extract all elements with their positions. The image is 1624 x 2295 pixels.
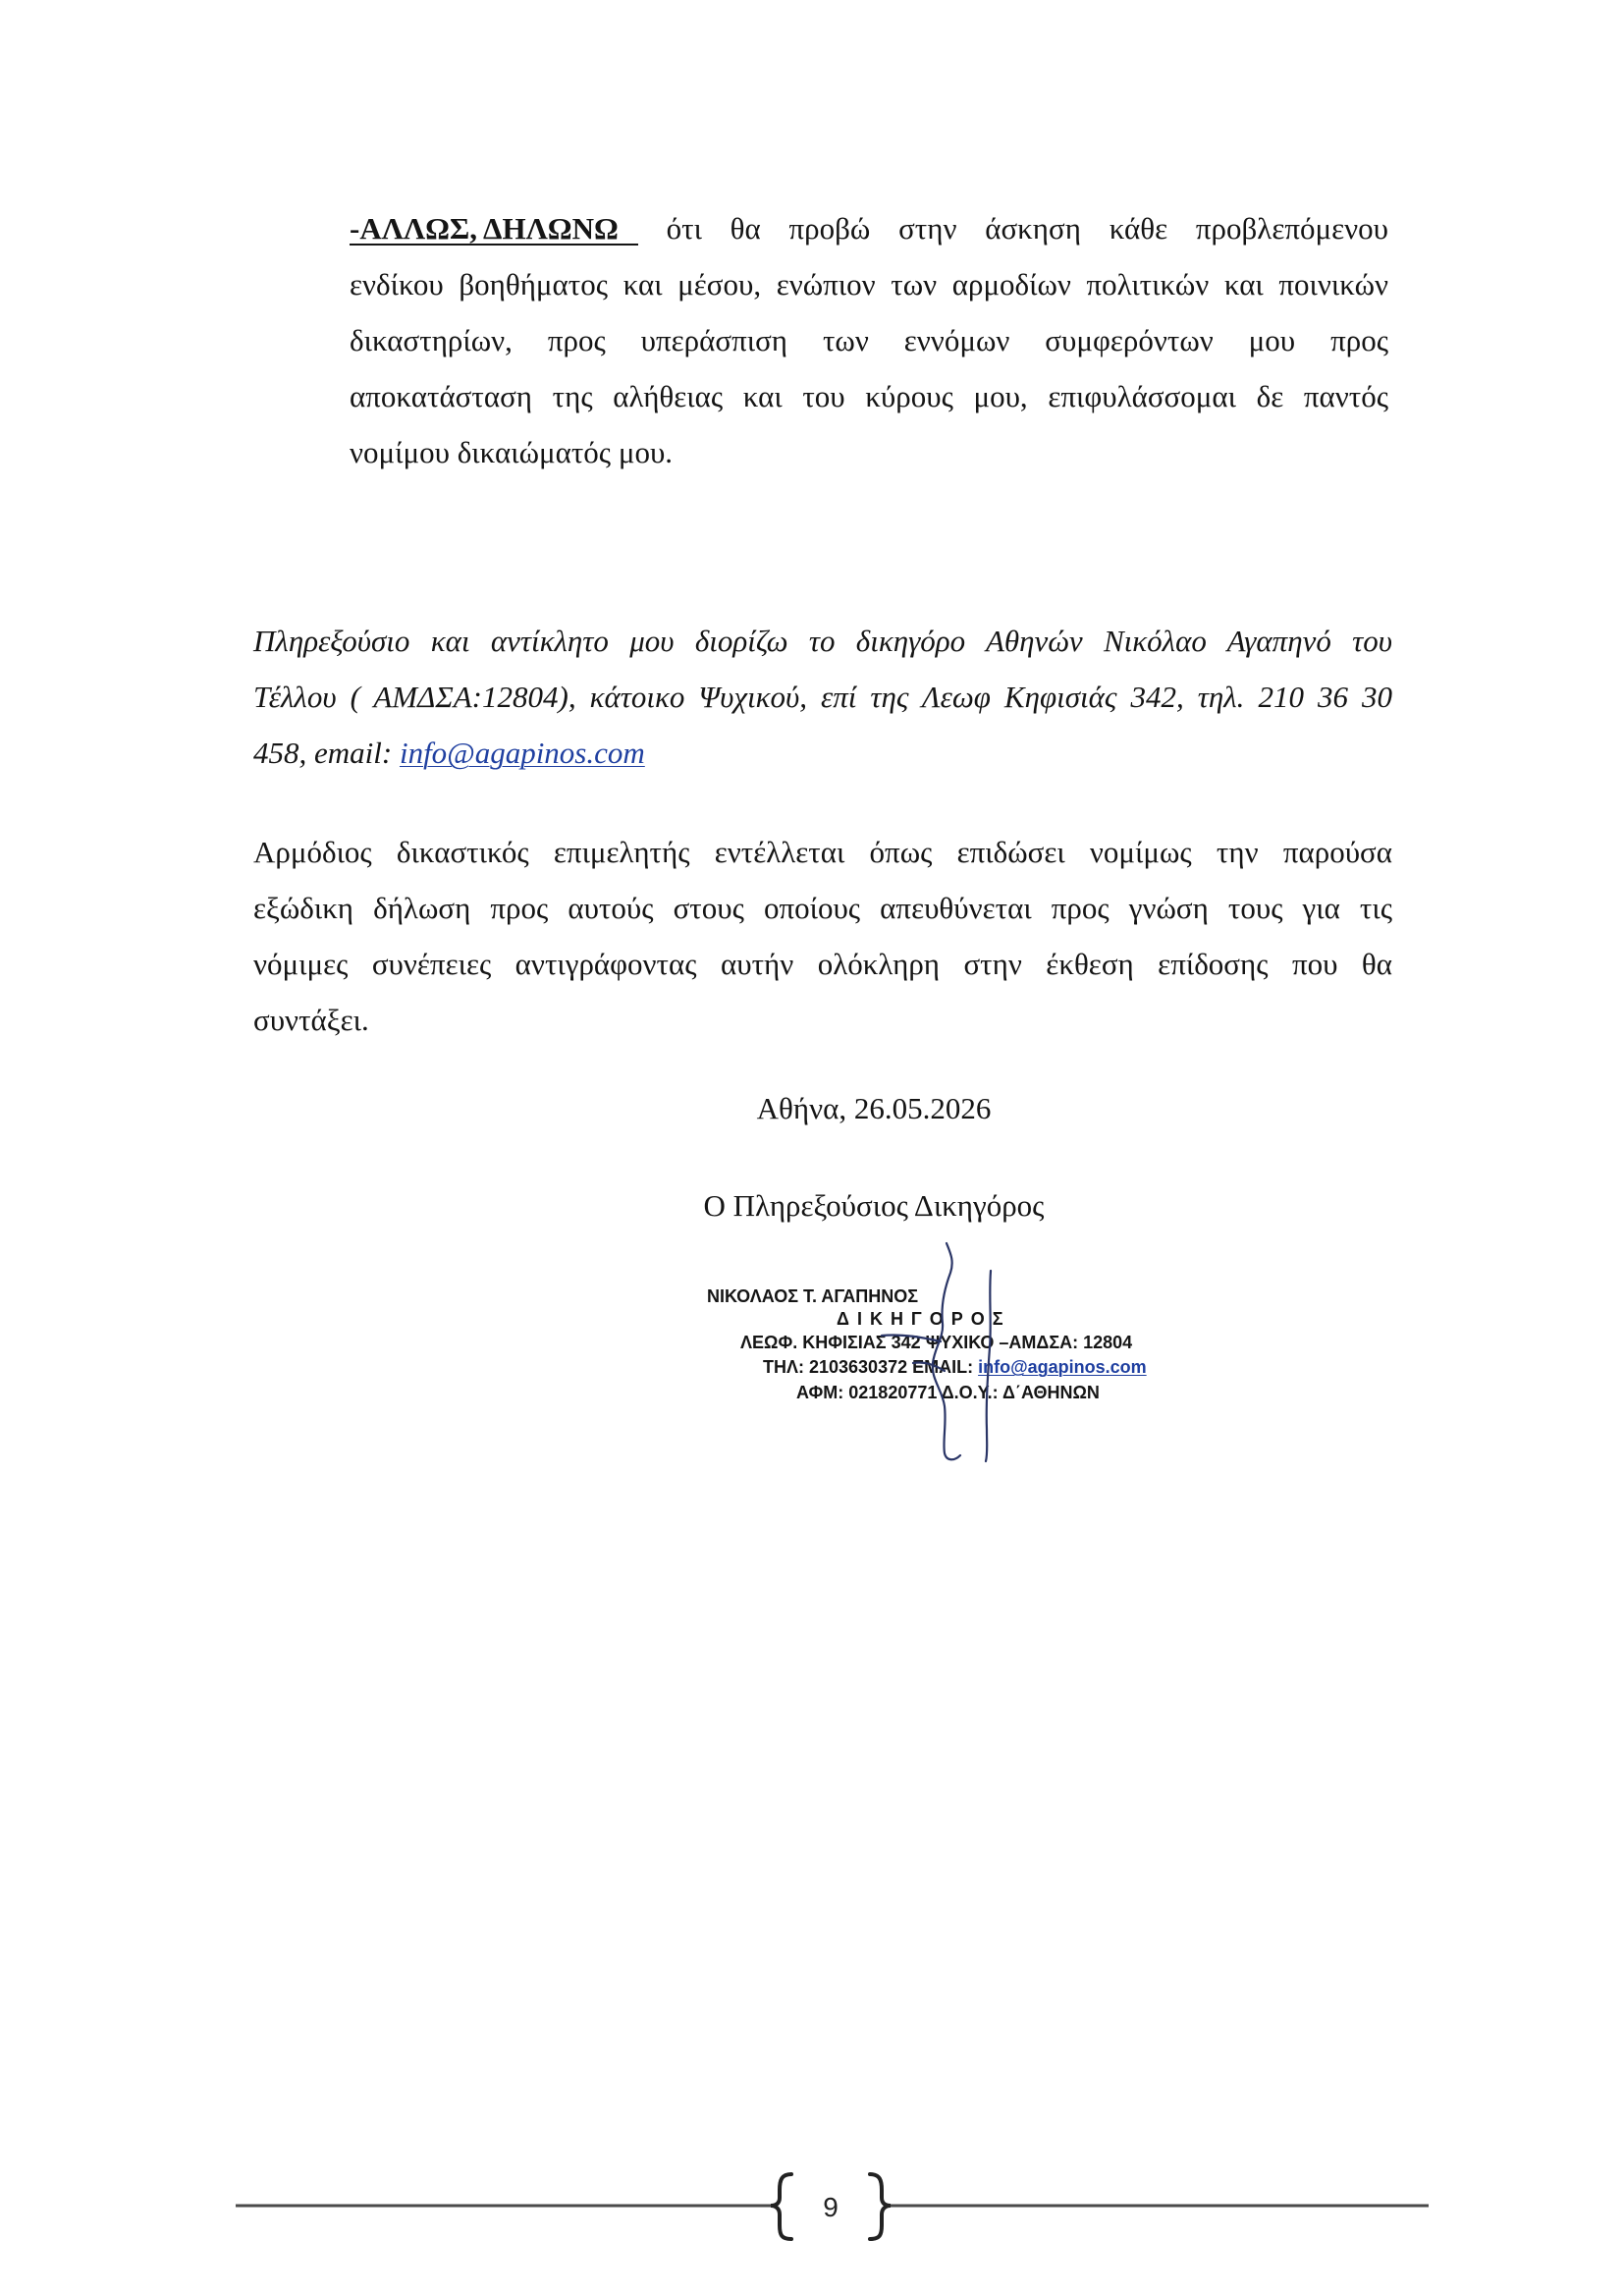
stamp-name: ΝΙΚΟΛΑΟΣ Τ. ΑΓΑΠΗΝΟΣ bbox=[707, 1286, 919, 1306]
declaration-line bbox=[350, 200, 1388, 256]
stamp-contact bbox=[763, 1355, 1147, 1379]
attorney-line: Πληρεξούσιο και αντίκλητο μου διορίζω το δικηγόρο Αθηνών Νικόλαο Αγαπηνό του bbox=[253, 624, 1392, 658]
right-brace-icon bbox=[870, 2174, 891, 2239]
place-date: Αθήνα, 26.05.2026 bbox=[756, 1091, 992, 1125]
stamp-profession: ΔΙΚΗΓΟΡΟΣ bbox=[837, 1309, 1011, 1329]
stamp-address: ΛΕΩΦ. ΚΗΦΙΣΙΑΣ 342 ΨΥΧΙΚΟ –ΑΜΔΣΑ: 12804 bbox=[740, 1333, 1133, 1352]
stamp-phone: ΤΗΛ: 2103630372 EMAIL: bbox=[763, 1357, 979, 1377]
declaration-paragraph bbox=[350, 200, 1388, 480]
bailiff-line: εξώδικη δήλωση προς αυτούς στους οποίους απευθύνεται προς γνώση τους για τις bbox=[253, 891, 1392, 925]
declaration-line-text: ότι θα προβώ στην άσκηση κάθε προβλεπόμενου bbox=[666, 211, 1389, 246]
left-brace-icon bbox=[771, 2174, 791, 2239]
declaration-line: ενδίκου βοηθήματος και μέσου, ενώπιον των αρμοδίων πολιτικών και ποινικών bbox=[350, 267, 1388, 301]
stamp-email-link[interactable]: info@agapinos.com bbox=[978, 1357, 1147, 1377]
stamp-tax-info: ΑΦΜ: 021820771 Δ.Ο.Υ.: Δ΄ΑΘΗΝΩΝ bbox=[796, 1383, 1100, 1402]
attorney-paragraph bbox=[253, 613, 1392, 781]
declaration-line: νομίμου δικαιώματός μου. bbox=[350, 435, 674, 469]
page-number: 9 bbox=[823, 2192, 839, 2222]
signatory-title: Ο Πληρεξούσιος Δικηγόρος bbox=[703, 1188, 1045, 1223]
declaration-heading: -ΑΛΛΩΣ, ΔΗΛΩΝΩ bbox=[350, 214, 638, 246]
bailiff-line: Αρμόδιος δικαστικός επιμελητής εντέλλεται όπως επιδώσει νομίμως την παρούσα bbox=[253, 835, 1392, 869]
attorney-email-link[interactable]: info@agapinos.com bbox=[399, 736, 645, 770]
attorney-line-text: 458, email: bbox=[253, 736, 400, 770]
declaration-line: δικαστηρίων, προς υπεράσπιση των εννόμων συμφερόντων μου προς bbox=[350, 323, 1388, 357]
bailiff-line: νόμιμες συνέπειες αντιγράφοντας αυτήν ολόκληρη στην έκθεση επίδοσης που θα bbox=[253, 947, 1392, 981]
attorney-line bbox=[253, 725, 1392, 781]
declaration-line: αποκατάσταση της αλήθειας και του κύρους μου, επιφυλάσσομαι δε παντός bbox=[350, 379, 1388, 413]
bailiff-paragraph bbox=[253, 824, 1392, 1048]
attorney-line: Τέλλου ( ΑΜΔΣΑ:12804), κάτοικο Ψυχικού, επί της Λεωφ Κηφισιάς 342, τηλ. 210 36 30 bbox=[253, 680, 1392, 714]
bailiff-line: συντάξει. bbox=[253, 1003, 369, 1037]
